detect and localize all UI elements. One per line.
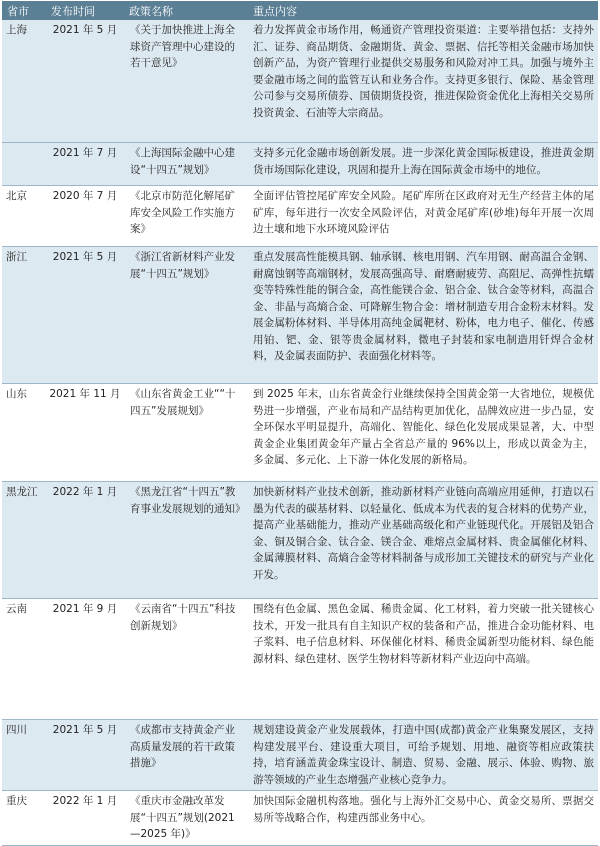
cell-time: 2020 年 7 月 (46, 186, 124, 247)
cell-province (2, 143, 46, 186)
cell-policy: 《北京市防范化解尾矿库安全风险工作实施方案》 (124, 186, 248, 247)
cell-policy: 《云南省“十四五”科技创新规划》 (124, 599, 248, 720)
header-province: 省市 (2, 1, 46, 20)
cell-province: 浙江 (2, 247, 46, 384)
cell-content: 着力发挥黄金市场作用，畅通资产管理投资渠道：主要举措包括：支持外汇、证券、商品期货、金融期货、黄金、票据、信托等相关金融市场加快创新产品，为资产管理行业提供交易服务和风险对冲工具。加强与境外主要金融市场之间的监管互认和业务合作。支持更多银行、保险、基金管理公司参与交易所债券、国债期货投资，推进保险资金优化上海相关交易所投资黄金、石油等大宗商品。 (248, 20, 598, 143)
cell-province: 上海 (2, 20, 46, 143)
table-row (2, 720, 598, 791)
header-time: 发布时间 (46, 1, 124, 20)
cell-time: 2022 年 1 月 (46, 482, 124, 599)
cell-province: 云南 (2, 599, 46, 720)
header-policy: 政策名称 (124, 1, 248, 20)
cell-policy: 《关于加快推进上海全球资产管理中心建设的若干意见》 (124, 20, 248, 143)
policy-table (2, 1, 598, 846)
cell-time: 2021 年 5 月 (46, 20, 124, 143)
cell-policy: 《山东省黄金工业““十四五”发展规划》 (124, 384, 248, 482)
cell-policy: 《重庆市金融改革发展“十四五”规划(2021—2025 年)》 (124, 791, 248, 846)
cell-content: 全面评估管控尾矿库安全风险。尾矿库所在区政府对无生产经营主体的尾矿库，每年进行一次安全风险评估，对黄金尾矿库(砂堆)每年开展一次周边土壤和地下水环境风险评估 (248, 186, 598, 247)
cell-province: 重庆 (2, 791, 46, 846)
table-row (2, 20, 598, 143)
table-row (2, 186, 598, 247)
cell-time: 2021 年 9 月 (46, 599, 124, 720)
table-row (2, 384, 598, 482)
table-row (2, 143, 598, 186)
cell-province: 山东 (2, 384, 46, 482)
cell-time: 2021 年 7 月 (46, 143, 124, 186)
cell-content: 加快国际金融机构落地。强化与上海外汇交易中心、黄金交易所、票据交易所等战略合作，构建西部业务中心。 (248, 791, 598, 846)
table-header-row (2, 1, 598, 20)
cell-time: 2021 年 5 月 (46, 720, 124, 791)
table-row (2, 791, 598, 846)
header-content: 重点内容 (248, 1, 598, 20)
cell-content: 重点发展高性能模具钢、轴承钢、核电用钢、汽车用钢、耐高温合金钢、耐腐蚀钢等高端钢材，发展高强高导、耐磨耐疲劳、高阻尼、高弹性抗蠕变等特殊性能的铜合金，高性能镁合金、铝合金、钛合金等材料，高温合金、非晶与高熵合金、可降解生物合金：增材制造专用合金粉末材料。发展金属粉体材料、半导体用高纯金属靶材、粉体，电力电子、催化、传感用铂、钯、金、银等贵金属材料，微电子封装和家电制造用钎焊合金材料，及金属表面防护、表面强化材料等。 (248, 247, 598, 384)
table-row (2, 247, 598, 384)
cell-policy: 《浙江省新材料产业发展“十四五”规划》 (124, 247, 248, 384)
cell-time: 2022 年 1 月 (46, 791, 124, 846)
cell-policy: 《黑龙江省“十四五”教育事业发展规划的通知》 (124, 482, 248, 599)
cell-province: 黑龙江 (2, 482, 46, 599)
table-row (2, 482, 598, 599)
cell-content: 加快新材料产业技术创新，推动新材料产业链向高端应用延伸，打造以石墨为代表的碳基材料、以轻量化、低成本为代表的复合材料的优势产业，提高产业基础能力，推动产业基础高级化和产业链现代化。开展铝及铝合金、铜及铜合金、钛合金、镁合金、难熔点金属材料、贵金属催化材料、金属薄膜材料、高熵合金等材料制备与成形加工关键技术的研究与产业化开发。 (248, 482, 598, 599)
cell-province: 四川 (2, 720, 46, 791)
table-row (2, 599, 598, 720)
cell-content: 规划建设黄金产业发展载体，打造中国(成都)黄金产业集聚发展区，支持构建发展平台、建设重大项目，可给予规划、用地、融资等相应政策扶持，培育涵盖黄金珠宝设计、制造、贸易、金融、展示、体验、购物、旅游等领域的产业生态增强产业核心竞争力。 (248, 720, 598, 791)
cell-content: 到 2025 年末，山东省黄金行业继续保持全国黄金第一大省地位，规模优势进一步增强，产业布局和产品结构更加优化，品牌效应进一步凸显，安全环保水平明显提升，高端化、智能化、绿色化发展成果显著，大、中型黄金企业集团黄金年产量占全省总产量的 96%以上，形成以黄金为主，多金属、多元化、上下游一体化发展的新格局。 (248, 384, 598, 482)
cell-content: 围绕有色金属、黑色金属、稀贵金属、化工材料，着力突破一批关键核心技术，开发一批具有自主知识产权的装备和产品，推进合金功能材料、电子浆料、电子信息材料、环保催化材料、稀贵金属新型功能材料、绿色能源材料、绿色建材、医学生物材料等新材料产业迈向中高端。 (248, 599, 598, 720)
cell-time: 2021 年 11 月 (46, 384, 124, 482)
cell-policy: 《上海国际金融中心建设“十四五”规划》 (124, 143, 248, 186)
cell-time: 2021 年 5 月 (46, 247, 124, 384)
cell-policy: 《成都市支持黄金产业高质量发展的若干政策措施》 (124, 720, 248, 791)
cell-content: 支持多元化金融市场创新发展。进一步深化黄金国际板建设，推进黄金期货市场国际化建设，巩固和提升上海在国际黄金市场中的地位。 (248, 143, 598, 186)
cell-province: 北京 (2, 186, 46, 247)
